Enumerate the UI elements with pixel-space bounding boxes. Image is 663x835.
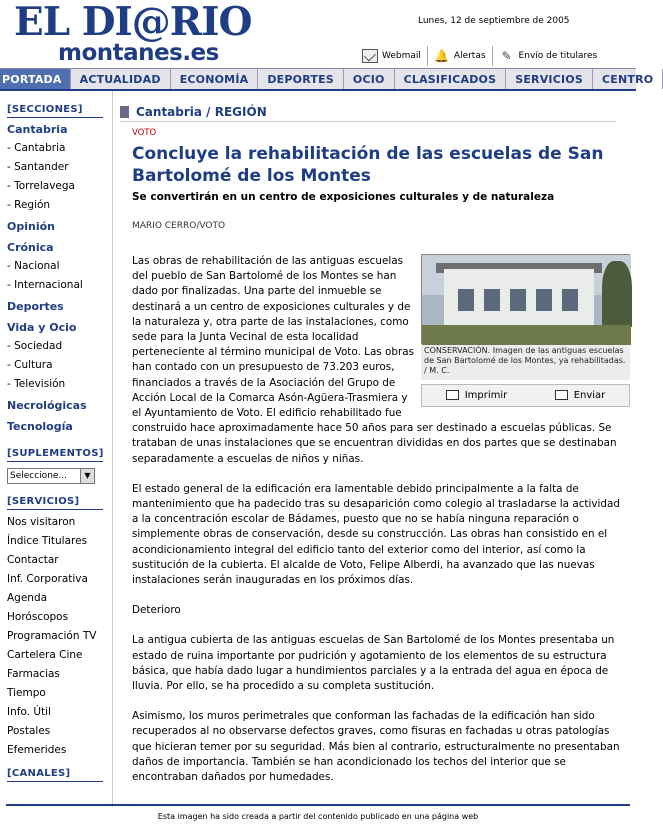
sidebar-item-inf-corporativa[interactable]: Inf. Corporativa: [7, 573, 88, 585]
site-logo[interactable]: [14, 2, 274, 66]
sidebar-item-cantabria[interactable]: - Cantabria: [7, 142, 66, 154]
main-nav: [0, 68, 654, 91]
article-paragraph: La antigua cubierta de las antiguas escuelas de San Bartolomé de los Montes presentaba un estado de ruina importante por pudrición y agotamiento de los elementos de su estructura básica, que había dado lugar a hundimientos parciales y a la entrada del agua en época de lluvia. Por ello, se ha procedido a su completa sustitución.: [132, 634, 615, 693]
alertas-label: Alertas: [453, 51, 486, 61]
webmail-link[interactable]: [356, 46, 427, 66]
send-label: Enviar: [573, 389, 606, 401]
sidebar-item-cartelera-cine[interactable]: Cartelera Cine: [7, 649, 83, 661]
nav-deportes[interactable]: DEPORTES: [258, 69, 344, 89]
sidebar-item-deportes[interactable]: Deportes: [7, 300, 64, 313]
site-header: [0, 0, 636, 68]
article-subhead: Se convertirán en un centro de exposiciones culturales y de naturaleza: [132, 191, 555, 203]
sidebar: [0, 91, 113, 807]
suplementos-select[interactable]: [7, 468, 95, 484]
print-button[interactable]: [446, 388, 508, 403]
sidebar-item-television[interactable]: - Televisión: [7, 378, 66, 390]
header-tools: [356, 46, 603, 66]
sidebar-item-indice-titulares[interactable]: Índice Titulares: [7, 535, 88, 547]
nav-servicios[interactable]: SERVICIOS: [506, 69, 593, 89]
article-paragraph: Asimismo, los muros perimetrales que conforman las fachadas de la edificación han sido recuperados al no observarse defectos graves, como fisuras en fachadas u otras patologías que hicieran temer por su seguridad. Más bien al contrario, estructuralmente no presentaban daños de importancia. También se han acondicionado los techos del interior que se encontraban dañados por humedades.: [132, 710, 620, 784]
article-body: [132, 254, 626, 800]
sidebar-item-vida-ocio[interactable]: Vida y Ocio: [7, 321, 77, 334]
logo-title: EL DI@RIO: [14, 0, 252, 45]
breadcrumb-marker: [120, 106, 129, 118]
sidebar-item-efemerides[interactable]: Efemerides: [7, 744, 67, 756]
breadcrumb: [120, 105, 267, 119]
sidebar-item-cultura[interactable]: - Cultura: [7, 359, 53, 371]
sidebar-item-postales[interactable]: Postales: [7, 725, 51, 737]
article-area: [120, 91, 628, 807]
breadcrumb-text[interactable]: Cantabria / REGIÓN: [136, 105, 267, 119]
sidebar-item-horoscopos[interactable]: Horóscopos: [7, 611, 69, 623]
article-paragraph: El estado general de la edificación era lamentable debido principalmente a la falta de mantenimiento que ha padecido tras su desaparición como colegio al trasladarse la actividad a la concentración escolar de Bádames, puesto que no se había ninguna reparación o simplemente obras de conservación, desde su construcción. Las obras han consistido en el acondicionamiento integral del edificio tanto del exterior como del interior, así como la sustitución de la cubierta. El alcalde de Voto, Felipe Alberdi, ha avanzado que las nuevas instalaciones serán inauguradas en los próximos días.: [132, 482, 620, 587]
suplementos-heading: [SUPLEMENTOS]: [7, 448, 103, 462]
sidebar-item-nos-visitaron[interactable]: Nos visitaron: [7, 516, 76, 528]
sidebar-item-nacional[interactable]: - Nacional: [7, 260, 60, 272]
nav-portada[interactable]: PORTADA: [0, 69, 71, 89]
servicios-heading: [SERVICIOS]: [7, 496, 103, 510]
sidebar-item-cronica[interactable]: Crónica: [7, 241, 54, 254]
sidebar-item-region[interactable]: - Región: [7, 199, 51, 211]
send-button[interactable]: [555, 388, 606, 403]
photo-caption: CONSERVACIÓN. Imagen de las antiguas escuelas de San Bartolomé de los Montes, ya rehabilitadas. / M. C.: [421, 344, 630, 380]
nav-actualidad[interactable]: ACTUALIDAD: [71, 69, 171, 89]
bell-icon: 🔔: [434, 49, 450, 63]
breadcrumb-divider: [120, 121, 616, 122]
bottom-divider: [6, 804, 630, 806]
article-photo[interactable]: [421, 254, 630, 344]
sidebar-item-farmacias[interactable]: Farmacias: [7, 668, 60, 680]
sidebar-item-info-util[interactable]: Info. Útil: [7, 706, 51, 718]
nav-ocio[interactable]: OCIO: [344, 69, 395, 89]
article-actions: [421, 384, 630, 407]
logo-subtitle: montanes.es: [58, 40, 219, 66]
alertas-link[interactable]: [427, 46, 492, 66]
envio-titulares-label: Envío de titulares: [518, 51, 598, 61]
print-label: Imprimir: [464, 389, 508, 401]
webmail-label: Webmail: [382, 51, 421, 61]
envelope-icon: [555, 390, 568, 400]
secciones-heading: [SECCIONES]: [7, 104, 103, 118]
nav-centro[interactable]: CENTRO: [593, 69, 663, 89]
mail-icon: [362, 49, 378, 63]
article-headline: Concluye la rehabilitación de las escuelas de San Bartolomé de los Montes: [132, 144, 604, 186]
nav-economia[interactable]: ECONOMÍA: [171, 69, 259, 89]
sidebar-item-agenda[interactable]: Agenda: [7, 592, 48, 604]
article-figure: [421, 254, 630, 407]
sidebar-item-tiempo[interactable]: Tiempo: [7, 687, 46, 699]
canales-heading: [CANALES]: [7, 768, 103, 782]
envio-titulares-link[interactable]: [492, 46, 604, 66]
article-author: MARIO CERRO/VOTO: [132, 221, 226, 231]
sidebar-item-contactar[interactable]: Contactar: [7, 554, 59, 566]
suplementos-select-value: Seleccione...: [10, 471, 68, 481]
article-paragraph: Las obras de rehabilitación de las antiguas escuelas del pueblo de San Bartolomé de los Montes se han dado por finalizadas. Una parte del inmueble se destinará a un centro de exposiciones culturales y de la naturaleza y, otra parte de las instalaciones, como sede para la Junta Vecinal de esta localidad perteneciente al término municipal de Voto. Las obras han contado con un presupuesto de 73.203 euros, financiados a través de la Asociación del Grupo de Acción Local de la Comarca Asón-Agüera-Trasmiera y el Ayuntamiento de Voto. El edificio rehabilitado fue construido hace aproximadamente hace 50 años para ser destinado a escuelas públicas. Se trataban de unas instalaciones que se encuentran divididas en dos partes que se destinaban separadamente a escuelas de niños y niñas.: [132, 255, 617, 465]
pen-icon: ✎: [501, 49, 512, 63]
sidebar-item-santander[interactable]: - Santander: [7, 161, 69, 173]
article-section-heading: Deterioro: [132, 604, 181, 617]
sidebar-item-tecnologia[interactable]: Tecnología: [7, 420, 73, 433]
sidebar-item-torrelavega[interactable]: - Torrelavega: [7, 180, 75, 192]
printer-icon: [446, 390, 459, 400]
sidebar-item-cantabria-section[interactable]: Cantabria: [7, 123, 68, 136]
current-date: Lunes, 12 de septiembre de 2005: [418, 16, 570, 26]
page-footer: Esta imagen ha sido creada a partir del contenido publicado en una página web: [157, 812, 479, 821]
sidebar-item-programacion-tv[interactable]: Programación TV: [7, 630, 97, 642]
article-kicker: VOTO: [132, 128, 157, 138]
sidebar-item-internacional[interactable]: - Internacional: [7, 279, 83, 291]
nav-clasificados[interactable]: CLASIFICADOS: [395, 69, 507, 89]
sidebar-item-opinion[interactable]: Opinión: [7, 220, 55, 233]
sidebar-item-necrologicas[interactable]: Necrológicas: [7, 399, 87, 412]
chevron-down-icon: ▼: [80, 469, 94, 483]
sidebar-item-sociedad[interactable]: - Sociedad: [7, 340, 63, 352]
servicios-list: [7, 513, 112, 760]
